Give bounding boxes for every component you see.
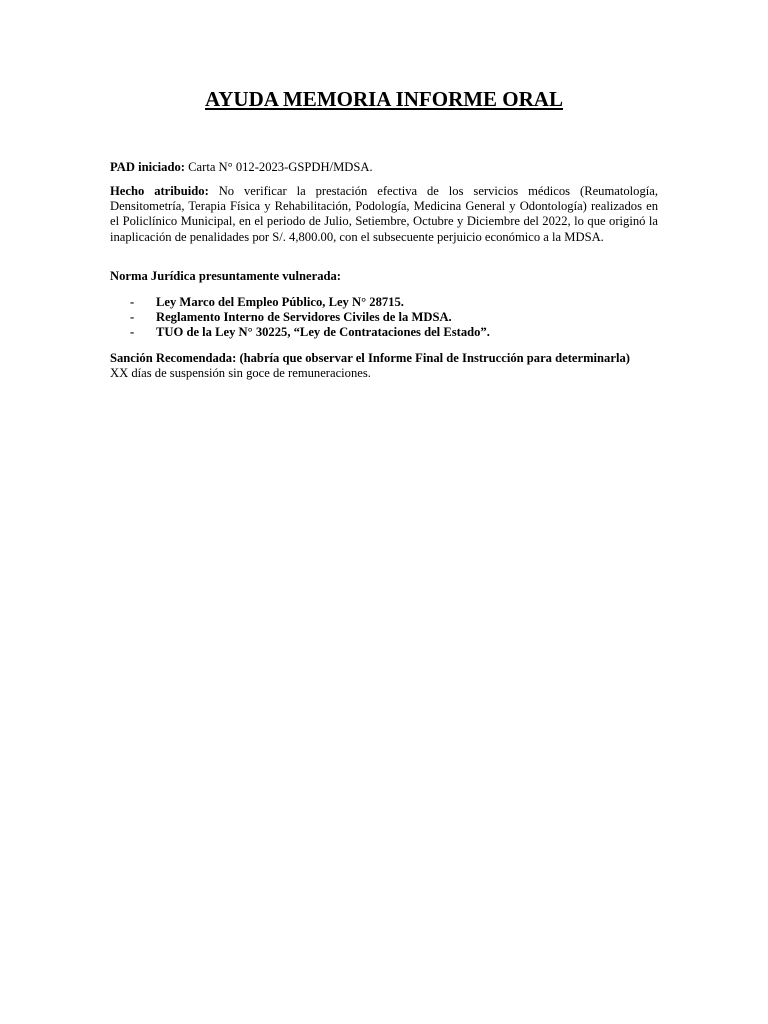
list-item-text: TUO de la Ley N° 30225, “Ley de Contrataciones del Estado”. xyxy=(156,325,490,340)
pad-paragraph xyxy=(110,160,658,175)
hecho-paragraph xyxy=(110,184,658,245)
list-item-text: Ley Marco del Empleo Público, Ley N° 28715. xyxy=(156,295,404,309)
document-title: AYUDA MEMORIA INFORME ORAL xyxy=(205,87,563,111)
pad-value: Carta N° 012-2023-GSPDH/MDSA. xyxy=(184,160,373,174)
list-dash: - xyxy=(130,310,135,325)
sancion-value: XX días de suspensión sin goce de remuneraciones. xyxy=(110,366,371,381)
list-item xyxy=(130,310,658,325)
norma-heading: Norma Jurídica presuntamente vulnerada: xyxy=(110,269,341,283)
hecho-label: Hecho atribuido: xyxy=(110,184,209,198)
pad-label: PAD iniciado: xyxy=(110,160,185,174)
list-item xyxy=(130,325,658,340)
sancion-label: Sanción Recomendada: (habría que observar el Informe Final de Instrucción para determinarla) xyxy=(110,351,630,365)
sancion-paragraph xyxy=(110,351,658,381)
document-page xyxy=(110,0,658,1024)
norma-list xyxy=(130,295,658,341)
list-dash: - xyxy=(130,325,135,340)
list-item xyxy=(130,295,658,310)
hecho-value: No verificar la prestación efectiva de los servicios médicos (Reumatología, Densitometría, Terapia Física y Rehabilitación, Podología, Medicina General y Odontología) realizados en el Policlínico Municipal, en el periodo de Julio, Setiembre, Octubre y Diciembre del 2022, lo que originó la inaplicación de penalidades por S/. 4,800.00, con el subsecuente perjuicio económico a la MDSA. xyxy=(110,184,658,244)
list-dash: - xyxy=(130,295,135,309)
list-item-text: Reglamento Interno de Servidores Civiles de la MDSA. xyxy=(156,310,452,325)
